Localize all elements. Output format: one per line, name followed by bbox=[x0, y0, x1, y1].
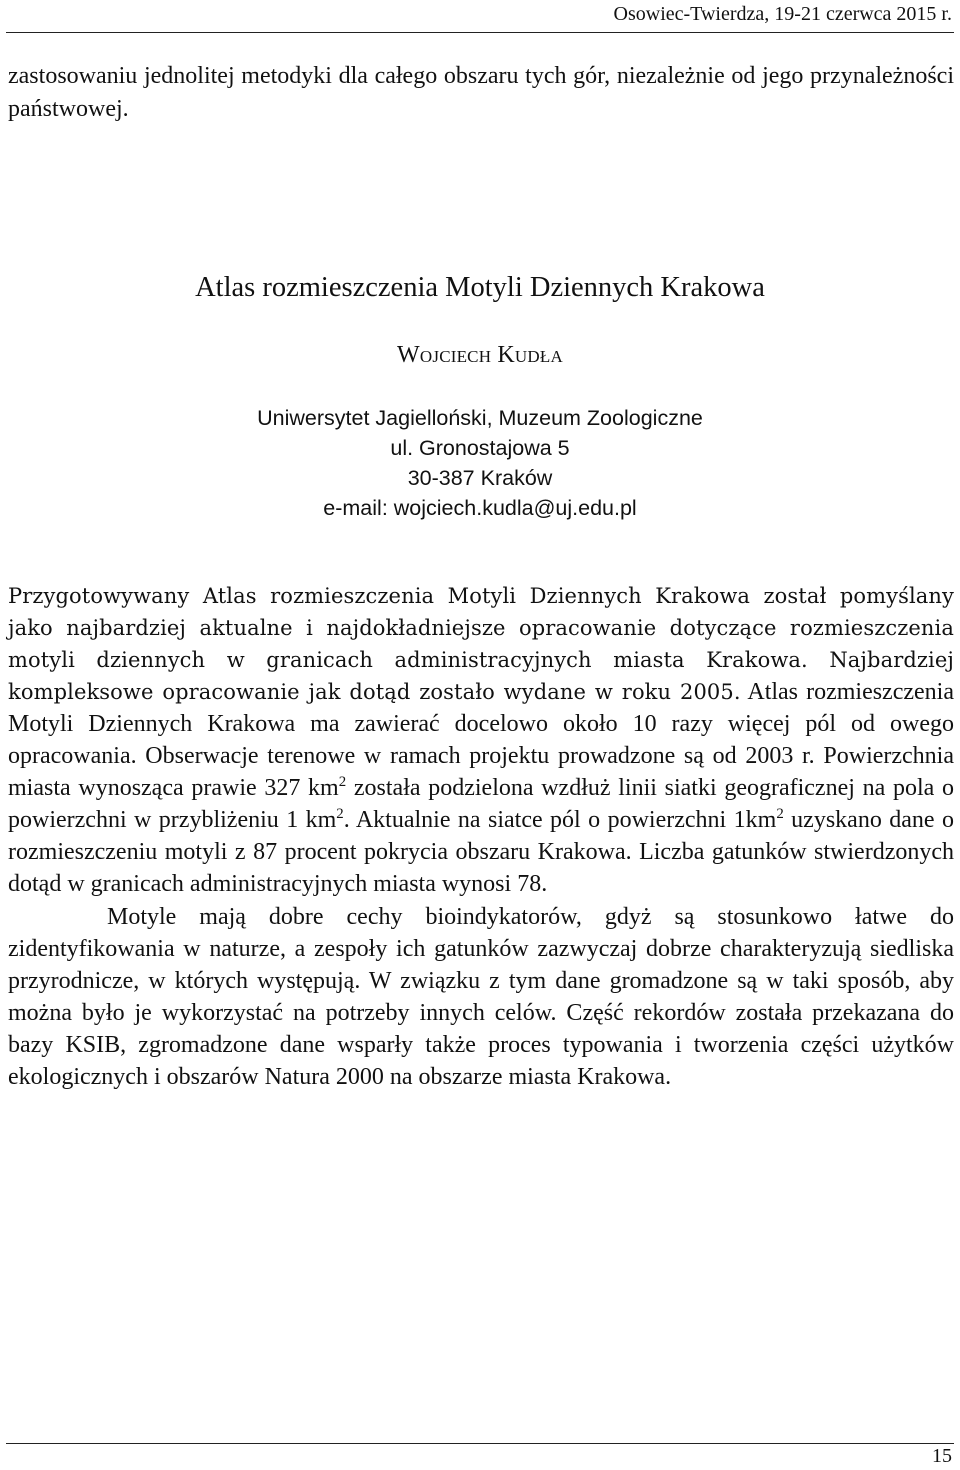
page-number: 15 bbox=[932, 1445, 952, 1467]
paragraph-1-part-3: . Aktualnie na siatce pól o powierzchni 1km bbox=[343, 807, 777, 833]
abstract-paragraph-1 bbox=[8, 580, 954, 900]
superscript-2: 2 bbox=[338, 774, 347, 791]
footer-divider bbox=[6, 1443, 954, 1444]
affiliation-street: ul. Gronostajowa 5 bbox=[390, 436, 570, 460]
affiliation-city: 30-387 Kraków bbox=[407, 466, 553, 490]
abstract-paragraph-2: Motyle mają dobre cechy bioindykatorów, gdyż są stosunkowo łatwe do zidentyfikowania w naturze, a zespoły ich gatunków zazwyczaj dobrze charakteryzują siedliska przyrodnicze, w których występują. W związku z tym dane gromadzone są w taki sposób, aby można było je wykorzystać na potrzeby innych celów. Część rekordów została przekazana do bazy KSIB, zgromadzone dane wsparły także proces typowania i tworzenia części użytków ekologicznych i obszarów Natura 2000 na obszarze miasta Krakowa. bbox=[8, 904, 954, 1090]
article-author: Wojciech Kudła bbox=[397, 342, 563, 368]
previous-page-continuation: zastosowaniu jednolitej metodyki dla całego obszaru tych gór, niezależnie od jego przynależności państwowej. bbox=[8, 63, 954, 122]
superscript-2: 2 bbox=[336, 806, 344, 823]
paragraph-1-part-2: została podzielona wzdłuż linii siatki geograficznej na pola o powierzchni w przybliżeniu 1 km bbox=[8, 775, 954, 833]
paragraph-1-intro: Przygotowywany Atlas rozmieszczenia Motyli Dziennych Krakowa został pomyślany jako najbardziej aktualne i najdokładniejsze opracowanie dotyczące rozmieszczenia motyli dziennych w granicach administracyjnych miasta Krakowa. Najbardziej kompleksowe opracowanie jak dotąd zostało wydane w roku 2005. bbox=[8, 584, 954, 704]
running-header: Osowiec-Twierdza, 19-21 czerwca 2015 r. bbox=[613, 3, 952, 25]
paragraph-1-part-1: Atlas rozmieszczenia Motyli Dziennych Krakowa ma zawierać docelowo około 10 razy więcej pól od owego opracowania. Obserwacje terenowe w ramach projektu prowadzone są od 2003 r. Powierzchnia miasta wynosząca prawie 327 km bbox=[8, 679, 954, 801]
superscript-2: 2 bbox=[776, 806, 784, 823]
paragraph-1-part-4: uzyskano dane o rozmieszczeniu motyli z 87 procent pokrycia obszaru Krakowa. Liczba gatunków stwierdzonych dotąd w granicach administracyjnych miasta wynosi 78. bbox=[8, 807, 954, 897]
abstract-body bbox=[8, 580, 954, 1093]
affiliation-email: e-mail: wojciech.kudla@uj.edu.pl bbox=[323, 496, 637, 520]
header-divider bbox=[6, 32, 954, 33]
article-title: Atlas rozmieszczenia Motyli Dziennych Krakowa bbox=[195, 272, 765, 303]
author-affiliation bbox=[0, 403, 960, 523]
affiliation-institution: Uniwersytet Jagielloński, Muzeum Zoologiczne bbox=[257, 406, 703, 430]
